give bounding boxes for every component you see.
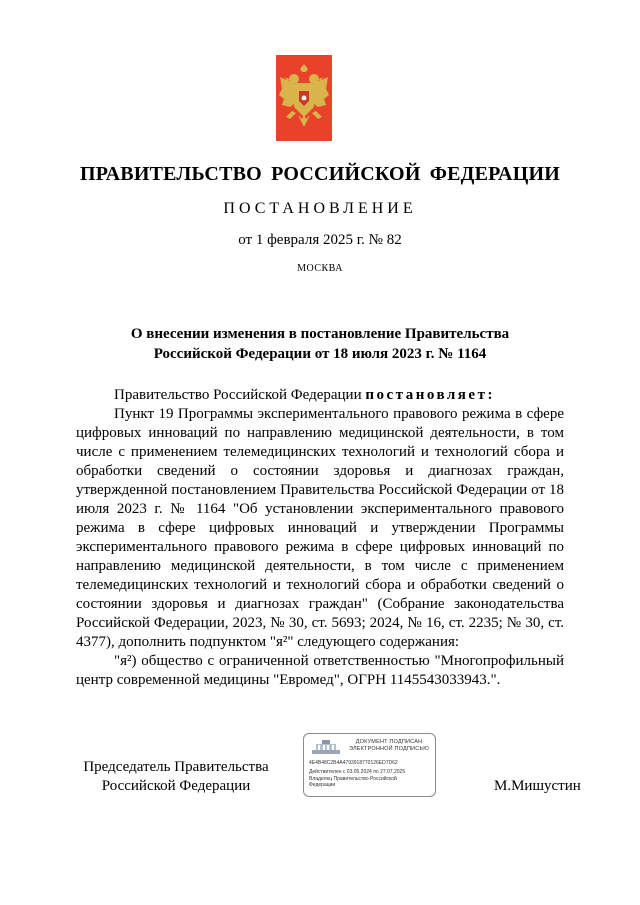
stamp-title-line-1: ДОКУМЕНТ ПОДПИСАН [355, 739, 423, 745]
intro-paragraph [76, 386, 564, 405]
subject-line-2: Российской Федерации от 18 июля 2023 г. № 1164 [153, 346, 487, 362]
signatory-position [76, 758, 276, 796]
coat-of-arms-emblem [276, 55, 332, 141]
document-subject [0, 324, 640, 364]
stamp-title-line-2: ЭЛЕКТРОННОЙ ПОДПИСЬЮ [348, 746, 430, 752]
stamp-validity: Действителен с 03.05.2024 по 27.07.2025 [309, 769, 406, 775]
stamp-owner-line-1: Владелец Правительство Российской [309, 776, 397, 782]
signatory-position-line-2: Российской Федерации [101, 778, 251, 794]
document-city: МОСКВА [297, 263, 343, 274]
main-paragraph: Пункт 19 Программы экспериментального правового режима в сфере цифровых инноваций по направлению медицинской деятельности, в том числе с применением телемедицинских технологий и технологий сбора и обработки сведений о состоянии здоровья и диагнозах граждан, утвержденной постановлением Правительства Российской Федерации от 18 июля 2023 г. № 1164 "Об установлении экспериментального правового режима в сфере цифровых инноваций и утверждении Программы экспериментального правового режима в сфере цифровых инноваций по направлению медицинской деятельности, в том числе с применением телемедицинских технологий и технологий сбора и обработки сведений о состоянии здоровья и диагнозах граждан" (Собрание законодательства Российской Федерации, 2023, № 30, ст. 5693; 2024, № 16, ст. 2235; № 30, ст. 4377), дополнить подпунктом "я²" следующего содержания: [76, 406, 564, 650]
signatory-name: М.Мишустин [494, 778, 581, 794]
electronic-signature-stamp [303, 733, 436, 797]
intro-text: Правительство Российской Федерации [114, 387, 362, 403]
amendment-paragraph: "я²) общество с ограниченной ответственностью "Многопрофильный центр современной медицины "Евромед", ОГРН 1145543033943.". [76, 653, 564, 688]
document-type: ПОСТАНОВЛЕНИЕ [223, 200, 417, 217]
document-date-number: от 1 февраля 2025 г. № 82 [238, 232, 402, 248]
government-building-icon [310, 738, 342, 756]
government-title: ПРАВИТЕЛЬСТВО РОССИЙСКОЙ ФЕДЕРАЦИИ [80, 163, 560, 185]
stamp-title [344, 739, 434, 753]
stamp-owner-line-2: Федерации [309, 782, 336, 788]
stamp-serial: 4E4B48C2B4A4793918770126ED7D62 [309, 760, 398, 766]
double-headed-eagle-icon [276, 55, 332, 141]
document-body [76, 386, 564, 690]
subject-line-1: О внесении изменения в постановление Правительства [130, 326, 510, 342]
signatory-position-line-1: Председатель Правительства [83, 759, 269, 775]
intro-verb: постановляет: [365, 387, 495, 403]
